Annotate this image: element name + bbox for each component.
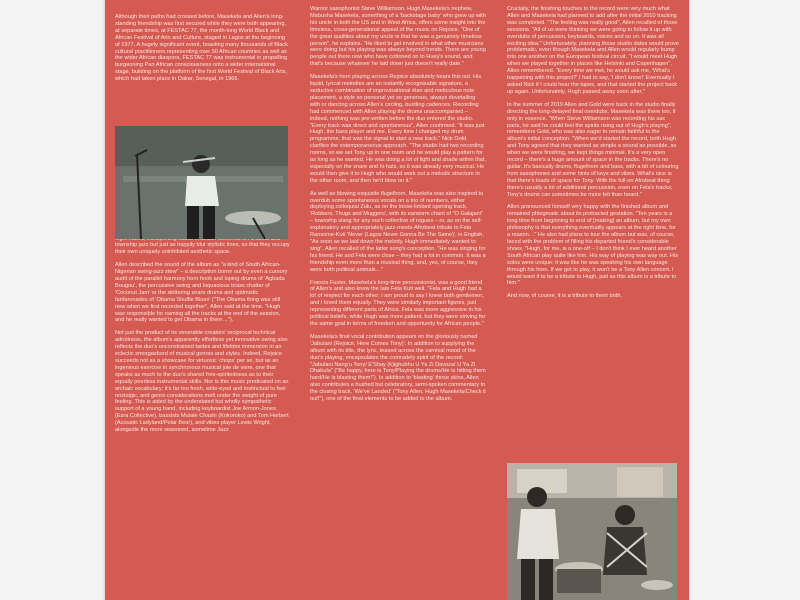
paragraph: As well as blowing exquisite flugelhorn, Masekela was also inspired to overdub some spontaneous vocals on a trio of numbers, either deploying colloquial Zulu, as on the loose-limbed opening track, 'Robbers, Thugs and Muggers', with its earworm chant of "O Galajani" – township slang for any such collective of rogues – or, as on the self-explanatory and appropriately jazz-meets-Afrobeat tribute to Fela Ransome-Kuti 'Never (Lagos Never Gonna Be The Same)', in English. "As soon as we laid down the melody, Hugh immediately wanted to sing", Allen recalled of the latter song's conception. "He was singing for his friend. He and Fela were close – they had a lot in common. It was a friendship even more than a musical thing, and, yes, of course, they were both political animals…" [310,190,486,273]
liner-notes-sheet [105,0,689,600]
paragraph: And now, of course, it is a tribute to them both. [507,293,623,300]
column-2 [310,6,486,409]
paragraph: Warrior saxophonist Steve Williamson. Hugh Masekela's nephew, Mabusha Masekela, something of a 'backstage baby' who grew up with his uncle in both the US and in West Africa, offers some insight into the timeless, cross-generational appeal of the music on Rejoice. "One of the great qualities about my uncle is that he was a genuinely timeless person", he explains. "He liked to get involved in what other musicians were doing but his playing was always beyond trends. There are young people out there now who have cottoned on to Huey's sound, and that's because whatever he laid down just doesn't really date." [310,6,486,68]
paragraph: In the summer of 2019 Allen and Gold were back in the studio finally directing the long-delayed final overdubs. Masekela was there too, if only in essence. "When Steve Williamson was recording his sax parts, he said he could feel the spirits rising out of Hugh's playing", remembers Gold, who was also eager to remain faithful to the album's initial conception. "When we'd started the record, both Hugh and Tony agreed that they wanted as simple a sound as possible, so when we were finishing, we kept things minimal. It's a very open record – there's a huge amount of space in the tracks. There's no guitar. It's basically drums, flugelhorn and bass, with a bit of colouring from saxophones and some hints of keys and vibes. What's nice is that there's loads of space for Tony. With the full-on Afrobeat thing there's usually a lot of additional percussion, even on Fela's tracks; Tony's drums can sometimes be more felt than heard." [507,101,679,198]
paragraph: Masekela's horn playing across Rejoice absolutely bears this out. His liquid, lyrical melodies are an instantly recognisable signature, a seductive combination of improvisational élan and meticulous note placement, a style so personal yet so generous, always dovetailing with or dancing across Allen's circling, bustling cadences. Recording had commenced with Allen playing the drums unaccompanied – indeed, nothing was pre-written before the duo entered the studio. "Every track was direct and spontaneous", Allen confirmed. "It was just Hugh, the bass player and me. Every time I changed my drum programme, that was the signal to start a new track." Nick Gold clarifies the extemporaneous approach. "The studio had two recording rooms, so we set Tony up in one room and he would play a pattern for as long as he wanted. He was doing a lot of light and shade within that, especially on the snare and hi-hats, so it was already very musical. He would then give it to Hugh who would work out a melodic structure in the other room, and then he'd blow on it." [310,74,487,184]
musicians-photo [507,463,677,600]
trumpeter-photo [115,126,288,239]
paragraph: Crucially, the finishing touches to the record were very much what Allen and Masekela had planned to add after the initial 2010 tracking was completed. "The feeling was really good", Allen recalled of those sessions. "All of us were thinking we were going to follow it up with overdubs of percussion, keyboards, voices and so on. It was all exciting idea." Unfortunately, planning those studio dates would prove problematic, even though Masekela and Allen would regularly bump into one another on the European festival circuit. "I would meet Hugh when we played together in places like Helsinki and Copenhagen", Allen remembered. "Every time we met, he would ask me, 'What's happening with this project?' I had to say, 'I don't know!' Eventually I asked Nick if I could hear the tapes, and that started the project back up again. Unfortunately, Hugh passed away soon after." [507,6,679,95]
paragraph: Masekela's final vocal contribution appears on the gloriously named 'Jabulani (Rejoice, Here Comes Tony)'. In addition to supplying the album with its title, the lyric, teased across the carnival mood of the duo's playing, encapsulates the comradely spirit of the record: "Jabulani Nang'u Tony/ E'Shay (k)ighubhu U Ya Zi Davoza/ U Ya Zi Dhabula" ("Be happy, here is Tony/Playing the drums/He is hitting them hard/He is blasting them!"). In addition to 'blasting' those skins, Allen also contributes a hushed but celebratory, semi-spoken commentary to the closing track, 'We've Landed' ("Tony Allen, Hugh Masekela/Check it out!"), one of the final elements to be added to the album. [310,333,486,403]
paragraph: Allen described the sound of the album as "a kind of South African-Nigerian swing-jazz stew" – a description borne out by even a cursory audit of the parallel harmony horn hook and loping drums of 'Agbada Bougou', the percussive swing and loquacious brass chatter of 'Coconut Jam' or the skittering snare drums and optimistic fanfaronades of 'Obama Shuffle Blues' ("The Obama thing was still new when we first recorded together", Allen said at the time. "Hugh was responsible for naming all the tracks at the end of the session, and he really wanted to get Obama in there…"). [115,262,288,324]
paragraph: Not just the product of its venerable creators' reciprocal technical adroitness, the album's apparently effortless yet innovative swing also reflects the duo's unconstrained tastes and lifetime immersion in an eclectic smorgasbord of musical genres and styles. Indeed, Rejoice succeeds not as a showcase for virtuosic 'chops' per se, but as an ingenious exercise in synchronous musical joie de vivre, one that speaks as much to the duo's shared free-spiritedness as to their equally peerless instrumental skills. Nor is this music predicated on an archaic vocabulary; it's far too fresh, wide-eyed and instinctual to feel nostalgic, and genre considerations melt under the weight of pure feeling. This is aided by the understated but wholly sympathetic support of a young band, including keyboardist Joe Armon-Jones (Ezra Collective), bassists Mutale Chashi (Kokoroko) and Tom Herbert (Acoustic Ladyland/Polar Bear), and vibes player Lewis Wright, alongside the more seasoned, sometime Jazz [115,330,289,434]
paragraph: Francis Fuster, Masekela's long-time percussionist, was a good friend of Allen's and also knew the late Fela Kuti well. "Fela and Hugh had a lot of respect for each other; I am proud to say I knew both gentlemen, and I loved them equally. They were similarly important figures, just representing different parts of Africa. Fela was more aggressive in his political beliefs, while Hugh was more patient, but they were striving for the same goal in terms of freedom and opportunity for African people." [310,279,486,327]
column-3 [507,6,679,306]
paragraph: Allen pronounced himself very happy with the finished album and remained phlegmatic about its protracted gestation. "Ten years is a long time from beginning to end of [making] an album, but my own philosophy is that everything eventually appears at the right time, for a reason…" He also had plans to tour the album but was, of course, faced with the problem of filling his departed friend's considerable shoes. "Hugh, for me, is a one-off – I don't think I ever heard another South African play quite like him. His way of playing was way out. His solos were unique; it was like he was speaking his own language through his horn. If we get to play, it won't be a Tony Allen concert. I would want it to be a tribute to Hugh, just as this album is a tribute to him." [507,204,678,287]
paragraph: Although their paths had crossed before, Masekela and Allen's long-standing friendship was first secured while they were both appearing, at separate times, at FESTAC 77, the month-long World Black and African Festival of Arts and Culture, staged in Lagos at the beginning of 1977. A hugely significant event, boasting many thousands of Black cultural practitioners representing over 50 African countries as well as the wider African diaspora, FESTAC 77 was instrumental in propelling burgeoning Pan African consciousness onto a wider international stage, building on the platform of the first World Festival of Black Arts, which had taken place in Dakar, Senegal, in 1966. [115,14,288,83]
paragraph: township jazz but just as happily blur stylistic lines, so that they occupy their own uniquely uninhibited aesthetic space. [115,242,290,256]
